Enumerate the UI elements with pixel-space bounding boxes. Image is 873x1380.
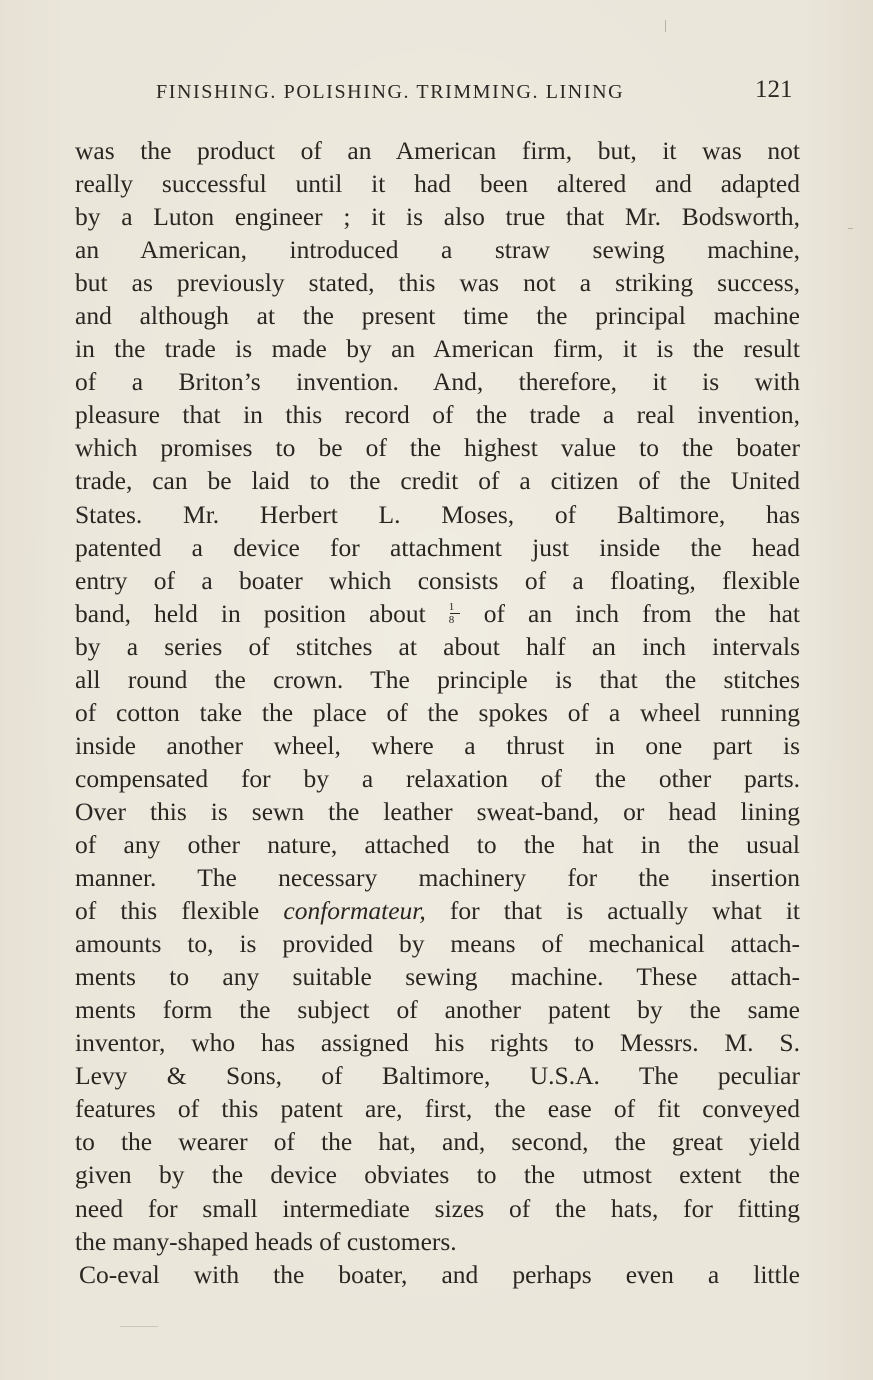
- line-text: entry of a boater which consists of a floating, flexible: [75, 565, 800, 595]
- line-text: given by the device obviates to the utmost extent the: [75, 1160, 800, 1190]
- line-text: and although at the present time the principal machine: [75, 301, 800, 331]
- text-line: [75, 597, 800, 630]
- line-text: to the wearer of the hat, and, second, the great yield: [75, 1127, 800, 1157]
- text-line: [75, 861, 800, 894]
- line-text: in the trade is made by an American firm, it is the result: [75, 334, 800, 364]
- text-line: [75, 993, 800, 1026]
- text-line: [75, 134, 800, 167]
- text-line: [75, 1125, 800, 1158]
- line-text: of any other nature, attached to the hat in the usual: [75, 829, 800, 859]
- text-line: [75, 431, 800, 464]
- text-line: [75, 167, 800, 200]
- line-text: really successful until it had been altered and adapted: [75, 169, 800, 199]
- text-line: [75, 332, 800, 365]
- text-line: [75, 299, 800, 332]
- running-head: [0, 76, 873, 106]
- line-text: for that is actually what it: [449, 896, 801, 926]
- text-line: [75, 696, 800, 729]
- line-text: ments form the subject of another patent by the same: [75, 995, 800, 1025]
- line-text: but as previously stated, this was not a striking success,: [75, 268, 800, 298]
- line-text: manner. The necessary machinery for the insertion: [75, 863, 800, 893]
- text-line: [75, 960, 800, 993]
- text-line: [75, 1192, 800, 1225]
- text-line: [75, 266, 800, 299]
- line-text: the many-shaped heads of customers.: [75, 1226, 457, 1256]
- line-text: which promises to be of the highest value to the boater: [75, 433, 800, 463]
- line-text: all round the crown. The principle is that the stitches: [75, 664, 800, 694]
- text-line: [75, 663, 800, 696]
- line-text: by a Luton engineer ; it is also true that Mr. Bodsworth,: [75, 202, 800, 232]
- text-line: [75, 1258, 800, 1291]
- text-line: [75, 927, 800, 960]
- line-text: of cotton take the place of the spokes of a wheel running: [75, 697, 800, 727]
- line-text: States. Mr. Herbert L. Moses, of Baltimore, has: [75, 499, 800, 529]
- line-text: need for small intermediate sizes of the hats, for fitting: [75, 1193, 800, 1223]
- line-text: Co-eval with the boater, and perhaps even a little: [79, 1259, 800, 1289]
- fraction-numerator: 1: [448, 600, 455, 613]
- running-title: FINISHING. POLISHING. TRIMMING. LINING: [156, 81, 625, 103]
- text-line: [75, 233, 800, 266]
- line-text: was the product of an American firm, but, it was not: [75, 136, 800, 165]
- text-line: [75, 1225, 800, 1258]
- text-line: [75, 630, 800, 663]
- fraction: [449, 602, 461, 626]
- text-line: [75, 1158, 800, 1191]
- text-line: [75, 464, 800, 497]
- line-text: compensated for by a relaxation of the other parts.: [75, 763, 800, 793]
- line-text: patented a device for attachment just inside the head: [75, 532, 800, 562]
- line-text: trade, can be laid to the credit of a citizen of the United: [75, 466, 800, 496]
- italic-term: conformateur,: [283, 896, 426, 926]
- text-line: [75, 828, 800, 861]
- line-text: an American, introduced a straw sewing machine,: [75, 235, 800, 265]
- text-line: [75, 564, 800, 597]
- text-line: [75, 1026, 800, 1059]
- line-text: amounts to, is provided by means of mechanical attach-: [75, 929, 800, 959]
- text-line: [75, 729, 800, 762]
- text-line: [75, 200, 800, 233]
- text-line: [75, 1092, 800, 1125]
- body-text: [75, 134, 800, 1291]
- page-number: 121: [755, 76, 793, 103]
- fraction-denominator: 8: [448, 613, 455, 626]
- text-line: [75, 795, 800, 828]
- line-text: by a series of stitches at about half an inch intervals: [75, 631, 800, 661]
- text-line: [75, 531, 800, 564]
- line-text: Levy & Sons, of Baltimore, U.S.A. The peculiar: [75, 1061, 800, 1091]
- scan-mark: [665, 20, 666, 32]
- line-text: Over this is sewn the leather sweat-band, or head lining: [75, 796, 800, 826]
- scan-mark: [848, 228, 853, 229]
- text-line: [75, 365, 800, 398]
- scan-mark: [120, 1326, 158, 1327]
- line-text: of a Briton’s invention. And, therefore, it is with: [75, 367, 800, 397]
- text-line: [75, 398, 800, 431]
- text-line: [75, 762, 800, 795]
- line-text: of an inch from the hat: [483, 598, 801, 628]
- line-text: of this flexible: [75, 896, 260, 926]
- text-line: [75, 498, 800, 531]
- line-text: inside another wheel, where a thrust in one part is: [75, 730, 800, 760]
- line-text: inventor, who has assigned his rights to Messrs. M. S.: [75, 1028, 800, 1058]
- text-line: [75, 1059, 800, 1092]
- line-text: pleasure that in this record of the trade a real invention,: [75, 400, 800, 430]
- text-line: [75, 894, 800, 927]
- line-text: features of this patent are, first, the ease of fit conveyed: [75, 1094, 800, 1124]
- line-text: ments to any suitable sewing machine. These attach-: [75, 962, 800, 992]
- line-text: band, held in position about: [75, 598, 426, 628]
